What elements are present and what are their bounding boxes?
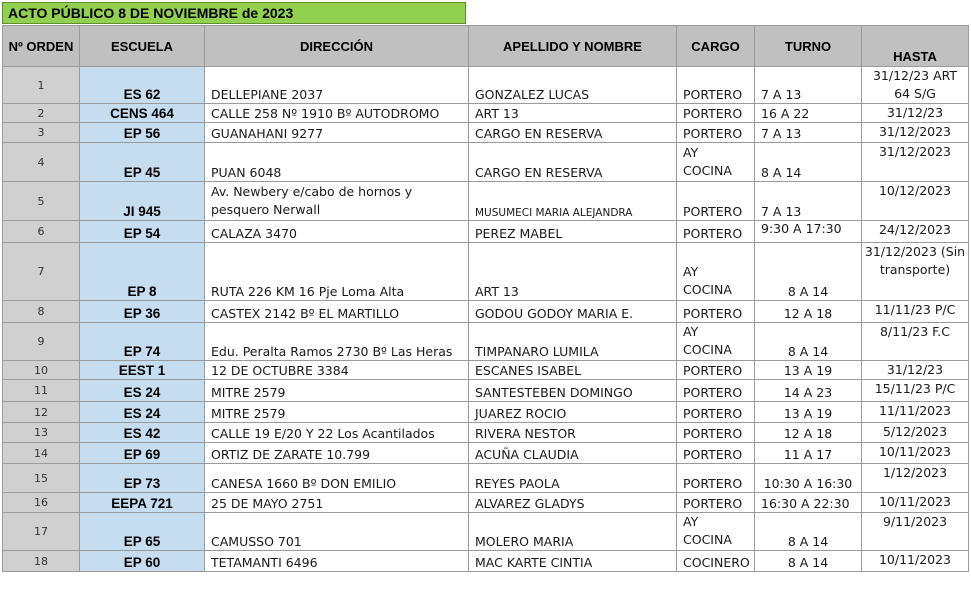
cell-direccion[interactable]: TETAMANTI 6496	[205, 551, 469, 572]
cell-turno[interactable]: 11 A 17	[755, 443, 862, 464]
cell-hasta[interactable]: 15/11/23 P/C	[862, 380, 969, 402]
cell-orden[interactable]: 11	[3, 380, 80, 402]
cell-escuela[interactable]: EP 60	[80, 551, 205, 572]
cell-turno[interactable]: 9:30 A 17:30	[755, 221, 862, 243]
cell-cargo[interactable]: PORTERO	[677, 380, 755, 402]
cell-escuela[interactable]: ES 24	[80, 380, 205, 402]
table-row	[3, 380, 969, 402]
header-cargo[interactable]: CARGO	[677, 26, 755, 67]
cell-turno[interactable]: 10:30 A 16:30	[755, 464, 862, 493]
table-body	[3, 67, 969, 572]
table-row	[3, 104, 969, 123]
cell-hasta[interactable]: 10/11/2023	[862, 551, 969, 572]
cell-hasta[interactable]: 31/12/2023 (Sin transporte)	[862, 243, 969, 301]
cell-orden[interactable]: 16	[3, 493, 80, 513]
cell-orden[interactable]: 1	[3, 67, 80, 104]
cell-hasta[interactable]: 10/12/2023	[862, 182, 969, 221]
cell-cargo[interactable]: AY COCINA	[677, 243, 755, 301]
table-row	[3, 143, 969, 182]
cell-direccion[interactable]: CALAZA 3470	[205, 221, 469, 243]
cell-orden[interactable]: 2	[3, 104, 80, 123]
table-row	[3, 361, 969, 380]
cell-cargo[interactable]: COCINERO	[677, 551, 755, 572]
table-row	[3, 423, 969, 443]
cell-escuela[interactable]: EP 8	[80, 243, 205, 301]
cell-cargo[interactable]: PORTERO	[677, 464, 755, 493]
cell-direccion[interactable]: GUANAHANI 9277	[205, 123, 469, 143]
cell-orden[interactable]: 7	[3, 243, 80, 301]
cell-turno[interactable]: 7 A 13	[755, 123, 862, 143]
cell-apellido[interactable]: RIVERA NESTOR	[469, 423, 677, 443]
cell-orden[interactable]: 10	[3, 361, 80, 380]
cell-escuela[interactable]: EP 73	[80, 464, 205, 493]
table-row	[3, 123, 969, 143]
cell-cargo[interactable]: PORTERO	[677, 221, 755, 243]
header-hasta[interactable]: HASTA	[862, 26, 969, 67]
cell-direccion[interactable]: 12 DE OCTUBRE 3384	[205, 361, 469, 380]
cell-cargo[interactable]: AY COCINA	[677, 323, 755, 361]
cell-cargo[interactable]: AY COCINA	[677, 143, 755, 182]
table-row	[3, 221, 969, 243]
cell-direccion[interactable]: MITRE 2579	[205, 380, 469, 402]
cell-cargo[interactable]: PORTERO	[677, 402, 755, 423]
cell-escuela[interactable]: EP 54	[80, 221, 205, 243]
cell-escuela[interactable]: EP 65	[80, 513, 205, 551]
cell-orden[interactable]: 15	[3, 464, 80, 493]
cell-turno[interactable]: 14 A 23	[755, 380, 862, 402]
cell-escuela[interactable]: EEPA 721	[80, 493, 205, 513]
table-row	[3, 443, 969, 464]
cell-hasta[interactable]: 5/12/2023	[862, 423, 969, 443]
table-row	[3, 301, 969, 323]
sheet-title: ACTO PÚBLICO 8 DE NOVIEMBRE de 2023	[2, 2, 466, 24]
cell-cargo[interactable]: PORTERO	[677, 423, 755, 443]
cell-turno[interactable]: 8 A 14	[755, 513, 862, 551]
cell-orden[interactable]: 17	[3, 513, 80, 551]
table-row	[3, 513, 969, 551]
cell-turno[interactable]: 12 A 18	[755, 423, 862, 443]
cell-direccion[interactable]: DELLEPIANE 2037	[205, 67, 469, 104]
cell-escuela[interactable]: JI 945	[80, 182, 205, 221]
cell-orden[interactable]: 18	[3, 551, 80, 572]
cell-escuela[interactable]: EP 56	[80, 123, 205, 143]
cell-direccion[interactable]: ORTIZ DE ZARATE 10.799	[205, 443, 469, 464]
table-row	[3, 243, 969, 301]
cell-hasta[interactable]: 10/11/2023	[862, 493, 969, 513]
cell-apellido[interactable]: MAC KARTE CINTIA	[469, 551, 677, 572]
cell-escuela[interactable]: EEST 1	[80, 361, 205, 380]
cell-direccion[interactable]: Av. Newbery e/cabo de hornos y pesquero Nerwall	[205, 182, 469, 221]
cell-turno[interactable]: 8 A 14	[755, 551, 862, 572]
table-row	[3, 551, 969, 572]
cell-turno[interactable]: 8 A 14	[755, 243, 862, 301]
cell-cargo[interactable]: PORTERO	[677, 493, 755, 513]
cell-orden[interactable]: 3	[3, 123, 80, 143]
cell-escuela[interactable]: EP 69	[80, 443, 205, 464]
cell-cargo[interactable]: PORTERO	[677, 443, 755, 464]
cell-hasta[interactable]: 31/12/23 ART 64 S/G	[862, 67, 969, 104]
cell-orden[interactable]: 5	[3, 182, 80, 221]
cell-apellido[interactable]: MOLERO MARIA	[469, 513, 677, 551]
cell-hasta[interactable]: 24/12/2023	[862, 221, 969, 243]
cell-direccion[interactable]: CALLE 258 Nº 1910 Bº AUTODROMO	[205, 104, 469, 123]
cell-direccion[interactable]: CANESA 1660 Bº DON EMILIO	[205, 464, 469, 493]
cell-escuela[interactable]: EP 45	[80, 143, 205, 182]
cell-hasta[interactable]: 11/11/2023	[862, 402, 969, 423]
table-row	[3, 402, 969, 423]
cell-turno[interactable]: 8 A 14	[755, 323, 862, 361]
cell-apellido[interactable]: SANTESTEBEN DOMINGO	[469, 380, 677, 402]
cell-direccion[interactable]: CALLE 19 E/20 Y 22 Los Acantilados	[205, 423, 469, 443]
cell-orden[interactable]: 6	[3, 221, 80, 243]
cell-direccion[interactable]: 25 DE MAYO 2751	[205, 493, 469, 513]
cell-turno[interactable]: 13 A 19	[755, 361, 862, 380]
cell-cargo[interactable]: PORTERO	[677, 301, 755, 323]
cell-hasta[interactable]: 8/11/23 F.C	[862, 323, 969, 361]
cell-turno[interactable]: 16 A 22	[755, 104, 862, 123]
cell-orden[interactable]: 13	[3, 423, 80, 443]
cell-apellido[interactable]: ART 13	[469, 104, 677, 123]
cell-apellido[interactable]: MUSUMECI MARIA ALEJANDRA	[469, 182, 677, 221]
table-row	[3, 464, 969, 493]
cell-escuela[interactable]: ES 24	[80, 402, 205, 423]
cell-cargo[interactable]: PORTERO	[677, 104, 755, 123]
cell-apellido[interactable]: ESCANES ISABEL	[469, 361, 677, 380]
cell-apellido[interactable]: GODOU GODOY MARIA E.	[469, 301, 677, 323]
cell-hasta[interactable]: 31/12/23	[862, 361, 969, 380]
header-direccion[interactable]: DIRECCIÓN	[205, 26, 469, 67]
table-row	[3, 323, 969, 361]
cell-turno[interactable]: 12 A 18	[755, 301, 862, 323]
header-turno[interactable]: TURNO	[755, 26, 862, 67]
cell-turno[interactable]: 16:30 A 22:30	[755, 493, 862, 513]
cell-hasta[interactable]: 9/11/2023	[862, 513, 969, 551]
cell-turno[interactable]: 13 A 19	[755, 402, 862, 423]
cell-orden[interactable]: 12	[3, 402, 80, 423]
cell-apellido[interactable]: CARGO EN RESERVA	[469, 143, 677, 182]
header-row	[3, 26, 969, 67]
cell-escuela[interactable]: CENS 464	[80, 104, 205, 123]
cell-apellido[interactable]: ALVAREZ GLADYS	[469, 493, 677, 513]
cell-turno[interactable]: 7 A 13	[755, 182, 862, 221]
cell-cargo[interactable]: PORTERO	[677, 123, 755, 143]
cell-hasta[interactable]: 10/11/2023	[862, 443, 969, 464]
cell-apellido[interactable]: CARGO EN RESERVA	[469, 123, 677, 143]
cell-apellido[interactable]: REYES PAOLA	[469, 464, 677, 493]
cell-hasta[interactable]: 31/12/2023	[862, 123, 969, 143]
cell-apellido[interactable]: TIMPANARO LUMILA	[469, 323, 677, 361]
cell-escuela[interactable]: EP 36	[80, 301, 205, 323]
cell-direccion[interactable]: MITRE 2579	[205, 402, 469, 423]
cell-escuela[interactable]: ES 62	[80, 67, 205, 104]
cell-apellido[interactable]: JUAREZ ROCIO	[469, 402, 677, 423]
assignments-table	[2, 25, 969, 572]
cell-direccion[interactable]: Edu. Peralta Ramos 2730 Bº Las Heras	[205, 323, 469, 361]
cell-orden[interactable]: 9	[3, 323, 80, 361]
cell-escuela[interactable]: EP 74	[80, 323, 205, 361]
cell-hasta[interactable]: 31/12/2023	[862, 143, 969, 182]
cell-apellido[interactable]: ACUÑA CLAUDIA	[469, 443, 677, 464]
header-apellido[interactable]: APELLIDO Y NOMBRE	[469, 26, 677, 67]
cell-hasta[interactable]: 1/12/2023	[862, 464, 969, 493]
cell-orden[interactable]: 4	[3, 143, 80, 182]
cell-cargo[interactable]: AY COCINA	[677, 513, 755, 551]
cell-direccion[interactable]: CASTEX 2142 Bº EL MARTILLO	[205, 301, 469, 323]
cell-escuela[interactable]: ES 42	[80, 423, 205, 443]
cell-apellido[interactable]: ART 13	[469, 243, 677, 301]
header-escuela[interactable]: ESCUELA	[80, 26, 205, 67]
cell-orden[interactable]: 8	[3, 301, 80, 323]
cell-cargo[interactable]: PORTERO	[677, 67, 755, 104]
table-row	[3, 493, 969, 513]
cell-cargo[interactable]: PORTERO	[677, 361, 755, 380]
cell-hasta[interactable]: 11/11/23 P/C	[862, 301, 969, 323]
header-orden[interactable]: Nº ORDEN	[3, 26, 80, 67]
cell-direccion[interactable]: PUAN 6048	[205, 143, 469, 182]
cell-turno[interactable]: 8 A 14	[755, 143, 862, 182]
cell-apellido[interactable]: GONZALEZ LUCAS	[469, 67, 677, 104]
cell-direccion[interactable]: CAMUSSO 701	[205, 513, 469, 551]
cell-turno[interactable]: 7 A 13	[755, 67, 862, 104]
table-row	[3, 182, 969, 221]
cell-apellido[interactable]: PEREZ MABEL	[469, 221, 677, 243]
cell-orden[interactable]: 14	[3, 443, 80, 464]
cell-cargo[interactable]: PORTERO	[677, 182, 755, 221]
table-row	[3, 67, 969, 104]
cell-hasta[interactable]: 31/12/23	[862, 104, 969, 123]
cell-direccion[interactable]: RUTA 226 KM 16 Pje Loma Alta	[205, 243, 469, 301]
